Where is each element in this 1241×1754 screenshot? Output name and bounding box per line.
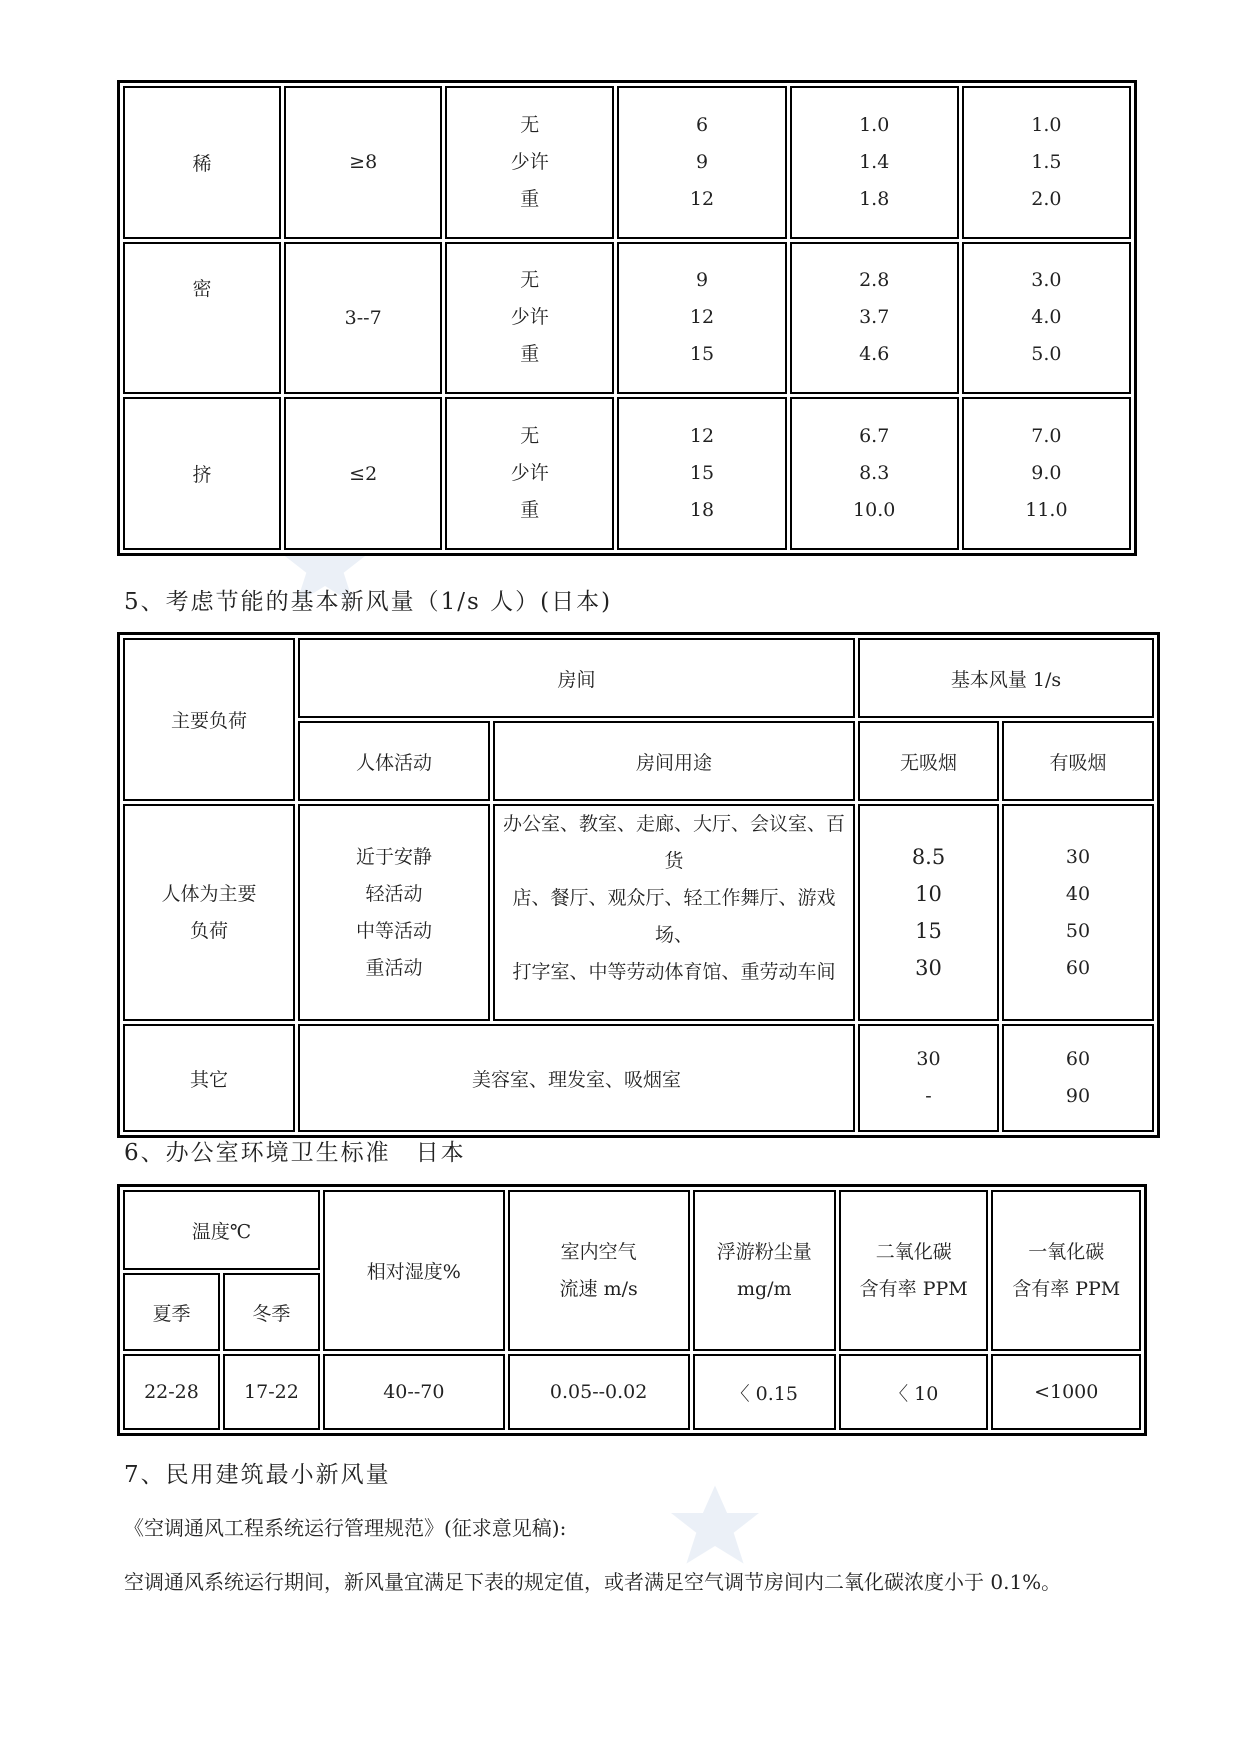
value-cell: 6 9 12 — [617, 86, 786, 239]
header-main-load: 主要负荷 — [123, 638, 295, 801]
smoking-cell: 30 40 50 60 — [1002, 804, 1154, 1021]
smoking-cell: 60 90 — [1002, 1024, 1154, 1132]
value-cell: 7.0 9.0 11.0 — [962, 397, 1131, 550]
source-line: 《空调通风工程系统运行管理规范》(征求意见稿): — [124, 1516, 567, 1540]
header-usage: 房间用途 — [493, 721, 855, 801]
load-cell: 其它 — [123, 1024, 295, 1132]
smoking-cell: 无 少许 重 — [445, 397, 614, 550]
density-cell: 密 — [123, 242, 281, 395]
section-6-heading: 6、办公室环境卫生标准 日本 — [124, 1140, 466, 1166]
table-row — [123, 638, 1154, 718]
value-cell: 1.0 1.5 2.0 — [962, 86, 1131, 239]
usage-cell: 美容室、理发室、吸烟室 — [298, 1024, 855, 1132]
header-dust: 浮游粉尘量 mg/m — [693, 1190, 836, 1351]
table-row — [123, 242, 1131, 395]
table-row — [123, 1354, 1141, 1430]
smoking-cell: 无 少许 重 — [445, 86, 614, 239]
header-co: 一氧化碳 含有率 PPM — [991, 1190, 1141, 1351]
value-air-speed: 0.05--0.02 — [508, 1354, 690, 1430]
value-cell: 6.7 8.3 10.0 — [790, 397, 959, 550]
air-volume-table — [117, 80, 1137, 556]
activity-cell: 近于安静 轻活动 中等活动 重活动 — [298, 804, 490, 1021]
value-dust: 〈 0.15 — [693, 1354, 836, 1430]
basic-fresh-air-table — [117, 632, 1160, 1138]
header-smoking: 有吸烟 — [1002, 721, 1154, 801]
value-winter: 17-22 — [223, 1354, 320, 1430]
table-row — [123, 804, 1154, 1021]
header-air-speed: 室内空气 流速 m/s — [508, 1190, 690, 1351]
header-no-smoking: 无吸烟 — [858, 721, 999, 801]
table-row — [123, 1024, 1154, 1132]
section-5-heading: 5、考虑节能的基本新风量（1/s 人）(日本) — [124, 589, 613, 615]
table-row — [123, 397, 1131, 550]
value-co2: 〈 10 — [839, 1354, 988, 1430]
density-cell: 稀 — [123, 86, 281, 239]
header-co2: 二氧化碳 含有率 PPM — [839, 1190, 988, 1351]
section-7-heading: 7、民用建筑最小新风量 — [124, 1462, 391, 1488]
smoking-cell: 无 少许 重 — [445, 242, 614, 395]
value-co: <1000 — [991, 1354, 1141, 1430]
table-row — [123, 86, 1131, 239]
header-base-air: 基本风量 1/s — [858, 638, 1154, 718]
usage-cell: 办公室、教室、走廊、大厅、会议室、百货 店、餐厅、观众厅、轻工作舞厅、游戏场、 打字室、中等劳动体育馆、重劳动车间 — [493, 804, 855, 1021]
no-smoking-cell: 8.5 10 15 30 — [858, 804, 999, 1021]
body-paragraph: 空调通风系统运行期间，新风量宜满足下表的规定值，或者满足空气调节房间内二氧化碳浓度小于 0.1%。 — [124, 1570, 1062, 1594]
header-room: 房间 — [298, 638, 855, 718]
load-cell: 人体为主要 负荷 — [123, 804, 295, 1021]
value-cell: 2.8 3.7 4.6 — [790, 242, 959, 395]
header-humidity: 相对湿度% — [323, 1190, 505, 1351]
office-hygiene-table — [117, 1184, 1147, 1436]
area-cell: 3--7 — [284, 242, 442, 395]
header-summer: 夏季 — [123, 1273, 220, 1351]
area-cell: ≤2 — [284, 397, 442, 550]
table-row — [123, 1190, 1141, 1270]
value-summer: 22-28 — [123, 1354, 220, 1430]
density-cell: 挤 — [123, 397, 281, 550]
value-cell: 12 15 18 — [617, 397, 786, 550]
header-activity: 人体活动 — [298, 721, 490, 801]
header-winter: 冬季 — [223, 1273, 320, 1351]
value-cell: 3.0 4.0 5.0 — [962, 242, 1131, 395]
no-smoking-cell: 30 - — [858, 1024, 999, 1132]
area-cell: ≥8 — [284, 86, 442, 239]
header-temperature: 温度℃ — [123, 1190, 320, 1270]
value-humidity: 40--70 — [323, 1354, 505, 1430]
value-cell: 1.0 1.4 1.8 — [790, 86, 959, 239]
value-cell: 9 12 15 — [617, 242, 786, 395]
